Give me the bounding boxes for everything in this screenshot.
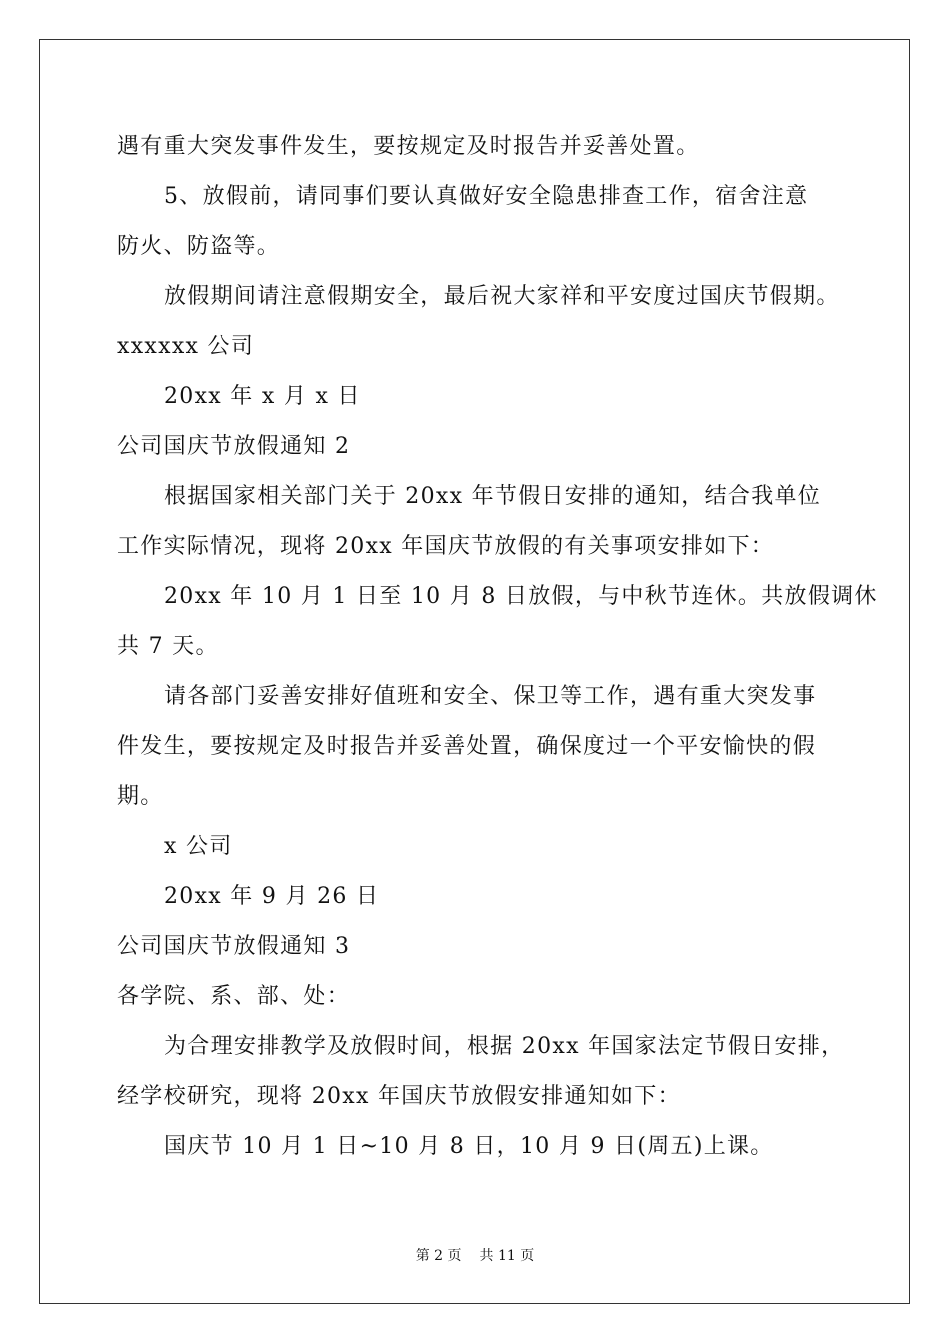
text-line: 期。 [117, 784, 164, 809]
section-heading: 公司国庆节放假通知 2 [117, 434, 351, 459]
text-line: 国庆节 10 月 1 日~10 月 8 日，10 月 9 日(周五)上课。 [164, 1134, 774, 1159]
document-body [117, 122, 878, 1172]
company-signature: x 公司 [164, 834, 233, 859]
text-line: 遇有重大突发事件发生，要按规定及时报告并妥善处置。 [117, 134, 700, 159]
date-line: 20xx 年 9 月 26 日 [164, 884, 380, 909]
text-line: 根据国家相关部门关于 20xx 年节假日安排的通知，结合我单位 [164, 484, 822, 509]
company-signature: xxxxxx 公司 [117, 334, 255, 359]
text-line: 防火、防盗等。 [117, 234, 281, 259]
text-line: 工作实际情况，现将 20xx 年国庆节放假的有关事项安排如下： [117, 534, 775, 559]
text-line: 5、放假前，请同事们要认真做好安全隐患排查工作，宿舍注意 [164, 184, 809, 209]
page-number: 第 2 页 [415, 1248, 462, 1264]
date-line: 20xx 年 x 月 x 日 [164, 384, 361, 409]
text-line: 共 7 天。 [117, 634, 219, 659]
text-line: 为合理安排教学及放假时间，根据 20xx 年国家法定节假日安排， [164, 1034, 845, 1059]
text-line: 放假期间请注意假期安全，最后祝大家祥和平安度过国庆节假期。 [164, 284, 840, 309]
salutation: 各学院、系、部、处： [117, 984, 351, 1009]
text-line: 件发生，要按规定及时报告并妥善处置，确保度过一个平安愉快的假 [117, 734, 817, 759]
page-total: 共 11 页 [479, 1248, 535, 1264]
text-line: 经学校研究，现将 20xx 年国庆节放假安排通知如下： [117, 1084, 681, 1109]
page-footer [0, 1246, 950, 1266]
text-line: 请各部门妥善安排好值班和安全、保卫等工作，遇有重大突发事 [164, 684, 817, 709]
section-heading: 公司国庆节放假通知 3 [117, 934, 351, 959]
text-line: 20xx 年 10 月 1 日至 10 月 8 日放假，与中秋节连休。共放假调休 [164, 584, 878, 609]
